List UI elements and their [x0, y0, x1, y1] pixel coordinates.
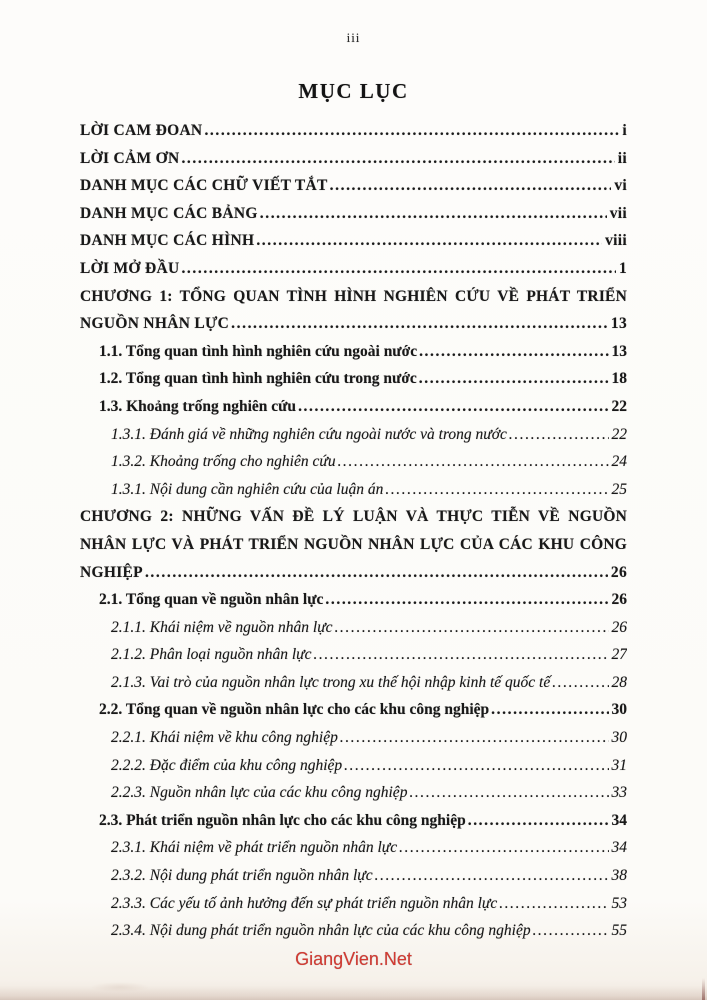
- toc-entry-row: [80, 255, 627, 283]
- toc-page-number: ii: [617, 149, 627, 167]
- dot-leader: [204, 117, 619, 145]
- dot-leader: [491, 696, 608, 724]
- toc-page-number: 18: [611, 370, 627, 388]
- toc-page-number: 34: [611, 839, 627, 857]
- dot-leader: [335, 614, 609, 642]
- toc-entry: [80, 834, 627, 862]
- toc-page-number: 31: [611, 756, 627, 774]
- toc-page-number: 53: [611, 894, 627, 912]
- toc-entry-label: 2.1. Tổng quan về nguồn nhân lực: [99, 591, 324, 609]
- toc-entry: [80, 283, 627, 338]
- toc-entry-label: 2.1.3. Vai trò của nguồn nhân lực trong xu thế hội nhập kinh tế quốc tế: [111, 673, 551, 691]
- dot-leader: [533, 917, 609, 945]
- toc-page-number: viii: [605, 232, 627, 250]
- toc-entry: [80, 696, 627, 724]
- toc-page-number: 55: [611, 922, 627, 940]
- dot-leader: [298, 393, 608, 421]
- toc-entry-row: [80, 586, 627, 614]
- toc-page-number: 28: [611, 673, 627, 691]
- toc-entry-label: DANH MỤC CÁC HÌNH: [80, 232, 255, 250]
- watermark-text: GiangVien.Net: [295, 948, 412, 969]
- toc-page-number: 22: [611, 397, 627, 415]
- toc-entry-row: [80, 365, 627, 393]
- toc-entry-label: LỜI CẢM ƠN: [80, 149, 180, 167]
- toc-entry-row: [80, 393, 627, 421]
- toc-entry-row: [80, 862, 627, 890]
- toc-entry-row: [80, 200, 627, 228]
- dot-leader: [375, 862, 609, 890]
- toc-entry-label: 2.1.2. Phân loại nguồn nhân lực: [111, 646, 312, 664]
- toc-page-number: 30: [611, 729, 627, 747]
- toc-entry-label: 2.2.1. Khái niệm về khu công nghiệp: [111, 729, 338, 747]
- toc-entry-row: [80, 227, 627, 255]
- toc-entry-line: CHƯƠNG 2: NHỮNG VẤN ĐỀ LÝ LUẬN VÀ THỰC TIỄN VỀ NGUỒN: [80, 508, 627, 526]
- toc-entry: [80, 862, 627, 890]
- toc-entry: [80, 200, 627, 228]
- toc-entry-row: [80, 834, 627, 862]
- toc-page-number: 30: [611, 701, 627, 719]
- toc-entry-row: [80, 310, 627, 338]
- toc-entry: [80, 807, 627, 835]
- toc-entry-label: 1.3.1. Đánh giá về những nghiên cứu ngoài nước và trong nước: [111, 425, 507, 443]
- scan-bottom-shadow: [0, 986, 707, 1000]
- toc-entry-row: [80, 421, 627, 449]
- toc-entry: [80, 669, 627, 697]
- toc-entry: [80, 421, 627, 449]
- toc-entry: [80, 255, 627, 283]
- toc-entry-label: 1.3.2. Khoảng trống cho nghiên cứu: [111, 453, 336, 471]
- dot-leader: [338, 448, 609, 476]
- toc-entry-row: [80, 117, 627, 145]
- toc-entry: [80, 227, 627, 255]
- dot-leader: [385, 476, 608, 504]
- dot-leader: [419, 365, 609, 393]
- toc-entry-label: 2.3. Phát triển nguồn nhân lực cho các khu công nghiệp: [99, 811, 466, 829]
- toc-page-number: 27: [611, 646, 627, 664]
- toc-page-number: 38: [611, 867, 627, 885]
- toc-entry-row: [80, 779, 627, 807]
- dot-leader: [313, 641, 608, 669]
- dot-leader: [231, 310, 608, 338]
- toc-entry: [80, 365, 627, 393]
- toc-page-number: 13: [611, 342, 627, 360]
- toc-entry-label: 2.2.3. Nguồn nhân lực của các khu công nghiệp: [111, 784, 408, 802]
- toc-entry-label: NGUỒN NHÂN LỰC: [80, 315, 230, 333]
- dot-leader: [325, 586, 608, 614]
- toc-entry-row: [80, 696, 627, 724]
- toc-entry: [80, 917, 627, 945]
- toc-entry-row: [80, 669, 627, 697]
- toc-page-number: 26: [611, 618, 627, 636]
- toc-entry-label: 1.2. Tổng quan tình hình nghiên cứu trong nước: [99, 370, 417, 388]
- toc-entry-label: 2.3.1. Khái niệm về phát triển nguồn nhân lực: [111, 839, 398, 857]
- scan-corner-edge: [702, 978, 705, 1000]
- toc-entry-row: [80, 559, 627, 587]
- toc-entry: [80, 393, 627, 421]
- dot-leader: [181, 255, 615, 283]
- dot-leader: [260, 200, 607, 228]
- dot-leader: [256, 227, 602, 255]
- dot-leader: [181, 145, 614, 173]
- toc-entry-label: 1.1. Tổng quan tình hình nghiên cứu ngoài nước: [99, 342, 418, 360]
- dot-leader: [344, 752, 608, 780]
- toc-page-number: vii: [609, 204, 627, 222]
- toc-entry-label: 1.3. Khoảng trống nghiên cứu: [99, 397, 297, 415]
- page-number-header: iii: [346, 30, 361, 45]
- dot-leader: [340, 724, 609, 752]
- toc-entry: [80, 890, 627, 918]
- dot-leader: [499, 890, 608, 918]
- dot-leader: [419, 338, 608, 366]
- toc-entry-label: 2.2. Tổng quan về nguồn nhân lực cho các khu công nghiệp: [99, 701, 490, 719]
- toc-entry: [80, 614, 627, 642]
- toc-entry: [80, 338, 627, 366]
- toc-page-number: 24: [611, 453, 627, 471]
- toc-entry-row: [80, 448, 627, 476]
- toc-entry-row: [80, 752, 627, 780]
- toc-entry: [80, 586, 627, 614]
- toc-entry: [80, 724, 627, 752]
- toc-entry-row: [80, 614, 627, 642]
- toc-entry-row: [80, 641, 627, 669]
- toc-page-number: i: [622, 122, 627, 139]
- toc-entry-label: DANH MỤC CÁC BẢNG: [80, 204, 258, 222]
- toc-page-number: 22: [611, 425, 627, 443]
- toc-page-number: 33: [611, 784, 627, 802]
- dot-leader: [552, 669, 608, 697]
- dot-leader: [399, 834, 608, 862]
- toc-entry: [80, 448, 627, 476]
- toc-page-number: 34: [611, 811, 627, 829]
- toc-page-number: vi: [614, 177, 627, 195]
- toc-entry-label: 1.3.1. Nội dung cần nghiên cứu của luận án: [111, 480, 384, 498]
- toc-entry-row: [80, 890, 627, 918]
- toc-list: [0, 117, 707, 945]
- toc-page-number: 26: [611, 591, 627, 609]
- toc-entry: [80, 145, 627, 173]
- toc-entry: [80, 503, 627, 586]
- dot-leader: [409, 779, 608, 807]
- dot-leader: [468, 807, 609, 835]
- toc-entry-label: 2.3.2. Nội dung phát triển nguồn nhân lực: [111, 867, 373, 885]
- toc-entry-label: NGHIỆP: [80, 563, 143, 581]
- toc-entry: [80, 752, 627, 780]
- toc-entry-label: 2.3.4. Nội dung phát triển nguồn nhân lực của các khu công nghiệp: [111, 922, 531, 940]
- dot-leader: [145, 559, 608, 587]
- toc-page-number: 1: [618, 259, 627, 277]
- toc-entry-row: [80, 724, 627, 752]
- toc-entry-row: [80, 917, 627, 945]
- toc-entry-label: LỜI CAM ĐOAN: [80, 122, 203, 139]
- page-title: MỤC LỤC: [298, 79, 409, 103]
- toc-entry-line: NHÂN LỰC VÀ PHÁT TRIỂN NGUỒN NHÂN LỰC CỦA CÁC KHU CÔNG: [80, 535, 627, 553]
- toc-entry: [80, 172, 627, 200]
- toc-page-number: 13: [610, 315, 627, 333]
- toc-entry-row: [80, 807, 627, 835]
- toc-entry: [80, 476, 627, 504]
- scan-smudge: [90, 982, 150, 992]
- toc-entry: [80, 779, 627, 807]
- toc-entry-label: 2.3.3. Các yếu tố ảnh hưởng đến sự phát triển nguồn nhân lực: [111, 894, 498, 912]
- dot-leader: [330, 172, 612, 200]
- toc-entry: [80, 117, 627, 145]
- toc-entry-row: [80, 172, 627, 200]
- toc-entry-row: [80, 338, 627, 366]
- toc-entry-label: 2.2.2. Đặc điểm của khu công nghiệp: [111, 756, 343, 774]
- toc-entry-label: LỜI MỞ ĐẦU: [80, 259, 180, 277]
- toc-entry-label: DANH MỤC CÁC CHỮ VIẾT TẮT: [80, 177, 328, 195]
- toc-entry-line: CHƯƠNG 1: TỔNG QUAN TÌNH HÌNH NGHIÊN CỨU VỀ PHÁT TRIỂN: [80, 287, 627, 305]
- toc-entry-row: [80, 145, 627, 173]
- toc-page-number: 26: [610, 563, 627, 581]
- dot-leader: [509, 421, 609, 449]
- toc-entry: [80, 641, 627, 669]
- toc-entry-label: 2.1.1. Khái niệm về nguồn nhân lực: [111, 618, 333, 636]
- toc-page-number: 25: [611, 480, 627, 498]
- toc-entry-row: [80, 476, 627, 504]
